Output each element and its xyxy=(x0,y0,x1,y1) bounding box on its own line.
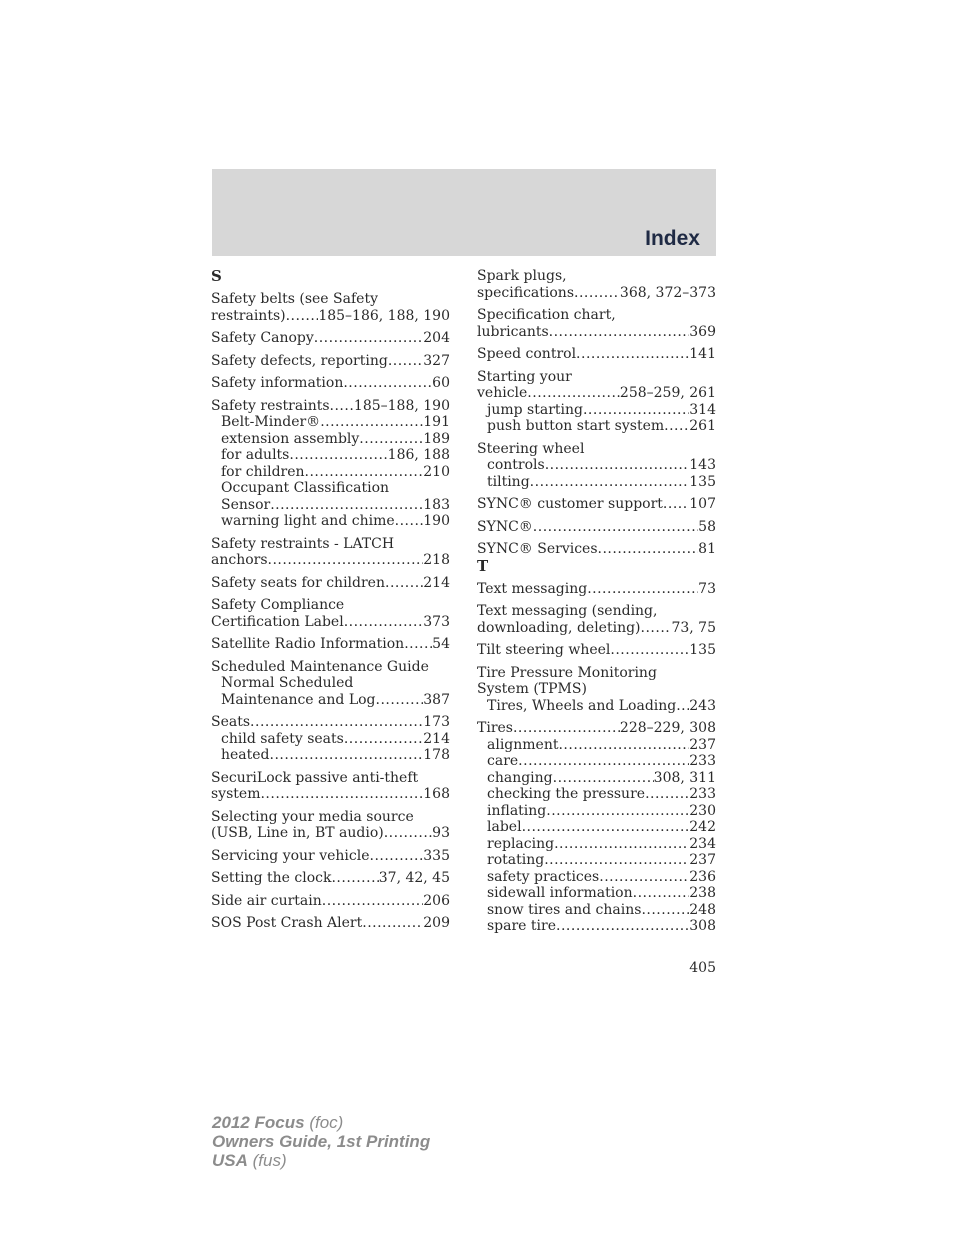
dot-leader xyxy=(549,324,690,341)
index-entry xyxy=(211,893,450,910)
entry-page-ref: 185–188, 190 xyxy=(353,397,450,414)
dot-leader xyxy=(513,720,620,737)
dot-leader xyxy=(663,496,689,513)
index-line xyxy=(477,581,716,598)
dot-leader xyxy=(530,474,690,491)
dot-leader xyxy=(583,402,689,419)
dot-leader xyxy=(544,852,689,869)
entry-page-ref: 308, 311 xyxy=(653,769,716,786)
entry-page-ref: 327 xyxy=(423,352,450,369)
section-letter: T xyxy=(477,556,489,575)
dot-leader xyxy=(676,698,689,715)
index-entry xyxy=(211,597,450,630)
entry-term: Tilt steering wheel xyxy=(477,642,611,658)
entry-term: Servicing your vehicle xyxy=(211,847,370,864)
dot-leader xyxy=(574,285,620,302)
entry-term: SecuriLock passive anti-theft xyxy=(211,769,419,786)
index-line xyxy=(211,786,450,803)
index-subentry xyxy=(477,885,716,902)
index-line xyxy=(477,285,716,302)
index-line xyxy=(211,353,450,370)
index-line xyxy=(477,519,716,536)
header-band xyxy=(212,169,716,256)
entry-term: sidewall information xyxy=(487,885,633,901)
entry-page-ref: 314 xyxy=(689,401,716,418)
entry-term: Starting your xyxy=(477,368,572,385)
entry-term: Side air curtain xyxy=(211,892,322,909)
entry-term: inflating xyxy=(487,802,547,819)
index-entry xyxy=(477,268,716,301)
dot-leader xyxy=(330,398,354,415)
dot-leader xyxy=(344,614,424,631)
entry-term: Satellite Radio Information xyxy=(211,636,405,652)
entry-term: Text messaging xyxy=(477,580,588,597)
index-subentry xyxy=(211,464,450,481)
dot-leader xyxy=(344,731,423,748)
entry-page-ref: 186, 188 xyxy=(387,447,450,463)
dot-leader xyxy=(641,620,672,637)
index-subentry xyxy=(477,402,716,419)
entry-term: SOS Post Crash Alert xyxy=(211,915,363,931)
index-line xyxy=(211,915,450,932)
dot-leader xyxy=(556,918,689,935)
footer xyxy=(212,1113,430,1170)
entry-term: Safety Compliance xyxy=(211,597,345,613)
entry-term: Seats xyxy=(211,714,251,730)
entry-term: restraints) xyxy=(211,307,286,324)
index-line xyxy=(211,330,450,347)
footer-region: USA xyxy=(212,1151,248,1170)
index-line xyxy=(477,441,716,458)
index-line xyxy=(211,614,450,631)
page-title: Index xyxy=(645,227,700,250)
index-line xyxy=(211,536,450,553)
entry-term: specifications xyxy=(477,284,575,301)
entry-term: Speed control xyxy=(477,346,577,362)
dot-leader xyxy=(385,575,423,592)
index-subentry xyxy=(477,918,716,935)
dot-leader xyxy=(641,902,689,919)
entry-page-ref: 308 xyxy=(689,918,716,934)
index-subentry xyxy=(211,747,450,764)
entry-page-ref: 168 xyxy=(423,786,450,802)
index-line xyxy=(211,308,450,325)
entry-term: anchors xyxy=(211,552,268,568)
index-line xyxy=(477,496,716,513)
dot-leader xyxy=(404,636,432,653)
index-line xyxy=(211,809,450,826)
index-subentry xyxy=(211,692,450,709)
entry-term: Occupant Classification xyxy=(221,480,390,496)
entry-page-ref: 214 xyxy=(423,574,450,591)
index-line xyxy=(211,597,450,614)
index-line xyxy=(477,720,716,737)
index-subentry xyxy=(211,675,450,692)
dot-leader xyxy=(362,915,423,932)
dot-leader xyxy=(250,714,423,731)
index-line xyxy=(477,385,716,402)
index-entry xyxy=(211,659,450,709)
entry-term: extension assembly xyxy=(221,430,360,447)
entry-term: SYNC® xyxy=(477,518,533,535)
index-subentry xyxy=(477,737,716,754)
index-subentry xyxy=(477,803,716,820)
entry-page-ref: 191 xyxy=(423,414,450,430)
entry-term: jump starting xyxy=(487,401,583,418)
index-entry xyxy=(211,536,450,569)
entry-term: Certification Label xyxy=(211,613,344,630)
index-line xyxy=(477,541,716,558)
entry-term: label xyxy=(487,819,522,835)
index-subentry xyxy=(477,770,716,787)
entry-page-ref: 135 xyxy=(689,642,716,658)
index-entry xyxy=(477,369,716,435)
index-line xyxy=(211,636,450,653)
entry-page-ref: 238 xyxy=(689,885,716,901)
index-line xyxy=(477,369,716,386)
entry-page-ref: 237 xyxy=(689,852,716,868)
index-subentry xyxy=(477,786,716,803)
index-entry xyxy=(211,575,450,592)
entry-term: alignment xyxy=(487,736,559,753)
index-entry xyxy=(477,720,716,935)
index-subentry xyxy=(211,497,450,514)
index-line xyxy=(211,714,450,731)
entry-term: tilting xyxy=(487,473,530,490)
dot-leader xyxy=(527,385,620,402)
index-entry xyxy=(211,330,450,347)
entry-term: Safety belts (see Safety xyxy=(211,291,378,307)
dot-leader xyxy=(260,786,423,803)
entry-term: Safety restraints - LATCH xyxy=(211,535,395,552)
dot-leader xyxy=(286,308,319,325)
index-subentry xyxy=(477,902,716,919)
entry-page-ref: 60 xyxy=(432,375,450,391)
entry-page-ref: 185–186, 188, 190 xyxy=(318,307,450,324)
index-line xyxy=(477,307,716,324)
entry-term: Specification chart, xyxy=(477,307,616,323)
entry-term: changing xyxy=(487,769,553,786)
entry-term: push button start system xyxy=(487,418,665,434)
index-line xyxy=(477,642,716,659)
index-entry xyxy=(477,307,716,340)
entry-term: Spark plugs, xyxy=(477,268,567,284)
entry-page-ref: 242 xyxy=(689,819,716,835)
index-subentry xyxy=(211,447,450,464)
entry-page-ref: 248 xyxy=(689,901,716,918)
index-entry xyxy=(211,375,450,392)
entry-term: Safety information xyxy=(211,375,344,391)
index-entry xyxy=(477,581,716,598)
footer-guide: Owners Guide, 1st Printing xyxy=(212,1132,431,1151)
entry-page-ref: 58 xyxy=(698,518,716,535)
page-number: 405 xyxy=(689,960,716,976)
entry-page-ref: 209 xyxy=(423,915,450,931)
index-line xyxy=(211,575,450,592)
footer-model-code: (foc) xyxy=(304,1113,344,1132)
entry-page-ref: 183 xyxy=(423,496,450,513)
index-subentry xyxy=(477,836,716,853)
dot-leader xyxy=(545,457,690,474)
dot-leader xyxy=(576,346,689,363)
dot-leader xyxy=(320,414,423,431)
entry-page-ref: 189 xyxy=(423,430,450,447)
index-entry xyxy=(211,398,450,530)
entry-page-ref: 258–259, 261 xyxy=(619,385,716,401)
entry-term: Tire Pressure Monitoring xyxy=(477,664,657,681)
entry-term: safety practices xyxy=(487,868,600,885)
entry-term: Text messaging (sending, xyxy=(477,603,658,619)
entry-page-ref: 178 xyxy=(423,747,450,763)
dot-leader xyxy=(343,375,432,392)
dot-leader xyxy=(554,836,689,853)
index-subentry xyxy=(211,431,450,448)
index-subentry xyxy=(477,474,716,491)
footer-region-code: (fus) xyxy=(247,1151,287,1170)
dot-leader xyxy=(598,541,699,558)
index-line xyxy=(211,291,450,308)
entry-term: heated xyxy=(221,747,270,763)
entry-page-ref: 73, 75 xyxy=(671,619,716,636)
entry-term: controls xyxy=(487,457,545,473)
footer-model: 2012 Focus xyxy=(212,1113,305,1132)
entry-term: Safety defects, reporting xyxy=(211,352,388,369)
index-entry xyxy=(211,291,450,324)
index-line xyxy=(211,870,450,887)
entry-page-ref: 135 xyxy=(689,473,716,490)
entry-term: System (TPMS) xyxy=(477,681,587,697)
entry-term: vehicle xyxy=(477,385,528,401)
dot-leader xyxy=(289,447,387,464)
dot-leader xyxy=(322,893,424,910)
entry-page-ref: 387 xyxy=(423,691,450,708)
entry-term: Safety seats for children xyxy=(211,574,385,591)
index-entry xyxy=(211,915,450,932)
entry-page-ref: 335 xyxy=(423,847,450,864)
index-subentry xyxy=(211,414,450,431)
entry-term: Setting the clock xyxy=(211,870,332,886)
index-line xyxy=(477,346,716,363)
index-line xyxy=(477,324,716,341)
entry-term: rotating xyxy=(487,852,545,868)
index-line xyxy=(477,268,716,285)
index-line xyxy=(211,893,450,910)
dot-leader xyxy=(331,870,378,887)
index-subentry xyxy=(477,698,716,715)
dot-leader xyxy=(546,803,689,820)
dot-leader xyxy=(395,513,424,530)
entry-page-ref: 206 xyxy=(423,892,450,909)
entry-page-ref: 368, 372–373 xyxy=(619,284,716,301)
index-entry xyxy=(211,809,450,842)
entry-page-ref: 214 xyxy=(423,730,450,747)
entry-page-ref: 261 xyxy=(689,418,716,434)
entry-page-ref: 190 xyxy=(423,513,450,529)
dot-leader xyxy=(268,552,424,569)
entry-page-ref: 228–229, 308 xyxy=(619,720,716,736)
dot-leader xyxy=(522,819,690,836)
entry-term: lubricants xyxy=(477,323,549,340)
entry-page-ref: 236 xyxy=(689,868,716,885)
dot-leader xyxy=(376,692,424,709)
index-line xyxy=(477,665,716,682)
entry-page-ref: 37, 42, 45 xyxy=(378,870,450,886)
entry-term: system xyxy=(211,786,261,802)
entry-term: for adults xyxy=(221,447,290,463)
index-line xyxy=(211,398,450,415)
index-entry xyxy=(477,519,716,536)
entry-page-ref: 243 xyxy=(689,697,716,714)
entry-page-ref: 54 xyxy=(432,636,450,652)
index-line xyxy=(211,848,450,865)
index-line xyxy=(477,603,716,620)
dot-leader xyxy=(664,418,689,435)
index-entry xyxy=(211,353,450,370)
entry-term: SYNC® Services xyxy=(477,541,598,557)
entry-term: Selecting your media source xyxy=(211,808,414,825)
index-subentry xyxy=(477,457,716,474)
entry-page-ref: 141 xyxy=(689,346,716,362)
entry-term: SYNC® customer support xyxy=(477,496,663,512)
entry-term: Safety Canopy xyxy=(211,330,314,346)
entry-term: warning light and chime xyxy=(221,513,395,529)
dot-leader xyxy=(599,869,689,886)
entry-page-ref: 233 xyxy=(689,753,716,769)
index-entry xyxy=(211,870,450,887)
index-column-left xyxy=(211,268,450,932)
entry-page-ref: 81 xyxy=(698,541,716,557)
entry-page-ref: 373 xyxy=(423,613,450,630)
entry-term: Steering wheel xyxy=(477,440,585,457)
index-entry xyxy=(211,714,450,764)
dot-leader xyxy=(645,786,689,803)
dot-leader xyxy=(305,464,424,481)
entry-page-ref: 210 xyxy=(423,463,450,480)
index-line xyxy=(477,681,716,698)
entry-page-ref: 369 xyxy=(689,323,716,340)
entry-term: Sensor xyxy=(221,496,271,513)
entry-page-ref: 93 xyxy=(432,825,450,841)
entry-term: Belt-Minder® xyxy=(221,414,321,430)
entry-term: Tires, Wheels and Loading xyxy=(487,697,677,714)
entry-page-ref: 237 xyxy=(689,736,716,753)
entry-term: checking the pressure xyxy=(487,786,646,802)
dot-leader xyxy=(610,642,689,659)
dot-leader xyxy=(388,353,423,370)
dot-leader xyxy=(587,581,698,598)
index-line xyxy=(211,659,450,676)
index-subentry xyxy=(477,753,716,770)
index-subentry xyxy=(211,731,450,748)
index-subentry xyxy=(477,869,716,886)
dot-leader xyxy=(314,330,424,347)
entry-term: Tires xyxy=(477,720,513,736)
index-entry xyxy=(477,441,716,491)
index-subentry xyxy=(477,852,716,869)
dot-leader xyxy=(553,770,654,787)
index-line xyxy=(211,552,450,569)
dot-leader xyxy=(518,753,689,770)
entry-page-ref: 230 xyxy=(689,802,716,819)
index-entry xyxy=(211,770,450,803)
index-entry xyxy=(477,346,716,363)
index-entry xyxy=(211,848,450,865)
index-line xyxy=(477,620,716,637)
index-entry xyxy=(477,642,716,659)
dot-leader xyxy=(384,825,432,842)
dot-leader xyxy=(270,747,424,764)
index-line xyxy=(211,825,450,842)
entry-term: Normal Scheduled xyxy=(221,675,354,691)
entry-page-ref: 107 xyxy=(689,496,716,512)
index-subentry xyxy=(211,513,450,530)
entry-term: Scheduled Maintenance Guide xyxy=(211,658,429,675)
entry-page-ref: 234 xyxy=(689,835,716,852)
entry-term: spare tire xyxy=(487,918,557,934)
dot-leader xyxy=(359,431,423,448)
entry-term: child safety seats xyxy=(221,730,344,747)
index-entry xyxy=(211,636,450,653)
entry-term: snow tires and chains xyxy=(487,901,642,918)
entry-page-ref: 143 xyxy=(689,457,716,473)
dot-leader xyxy=(633,885,690,902)
entry-term: Maintenance and Log xyxy=(221,691,376,708)
entry-term: for children xyxy=(221,463,305,480)
dot-leader xyxy=(370,848,424,865)
entry-term: replacing xyxy=(487,835,555,852)
index-entry xyxy=(477,496,716,513)
entry-term: care xyxy=(487,753,519,769)
section-letter: S xyxy=(211,267,222,285)
entry-term: Safety restraints xyxy=(211,397,330,414)
entry-page-ref: 73 xyxy=(698,580,716,597)
index-entry xyxy=(477,603,716,636)
index-entry xyxy=(477,541,716,558)
index-subentry xyxy=(477,418,716,435)
entry-page-ref: 173 xyxy=(423,714,450,730)
dot-leader xyxy=(270,497,423,514)
entry-term: (USB, Line in, BT audio) xyxy=(211,825,384,841)
entry-page-ref: 233 xyxy=(689,786,716,802)
index-line xyxy=(211,375,450,392)
index-subentry xyxy=(477,819,716,836)
index-entry xyxy=(477,665,716,715)
index-column-right xyxy=(477,268,716,935)
index-subentry xyxy=(211,480,450,497)
dot-leader xyxy=(533,519,698,536)
entry-page-ref: 218 xyxy=(423,552,450,568)
entry-page-ref: 204 xyxy=(423,330,450,346)
index-line xyxy=(211,770,450,787)
dot-leader xyxy=(558,737,689,754)
entry-term: downloading, deleting) xyxy=(477,619,641,636)
